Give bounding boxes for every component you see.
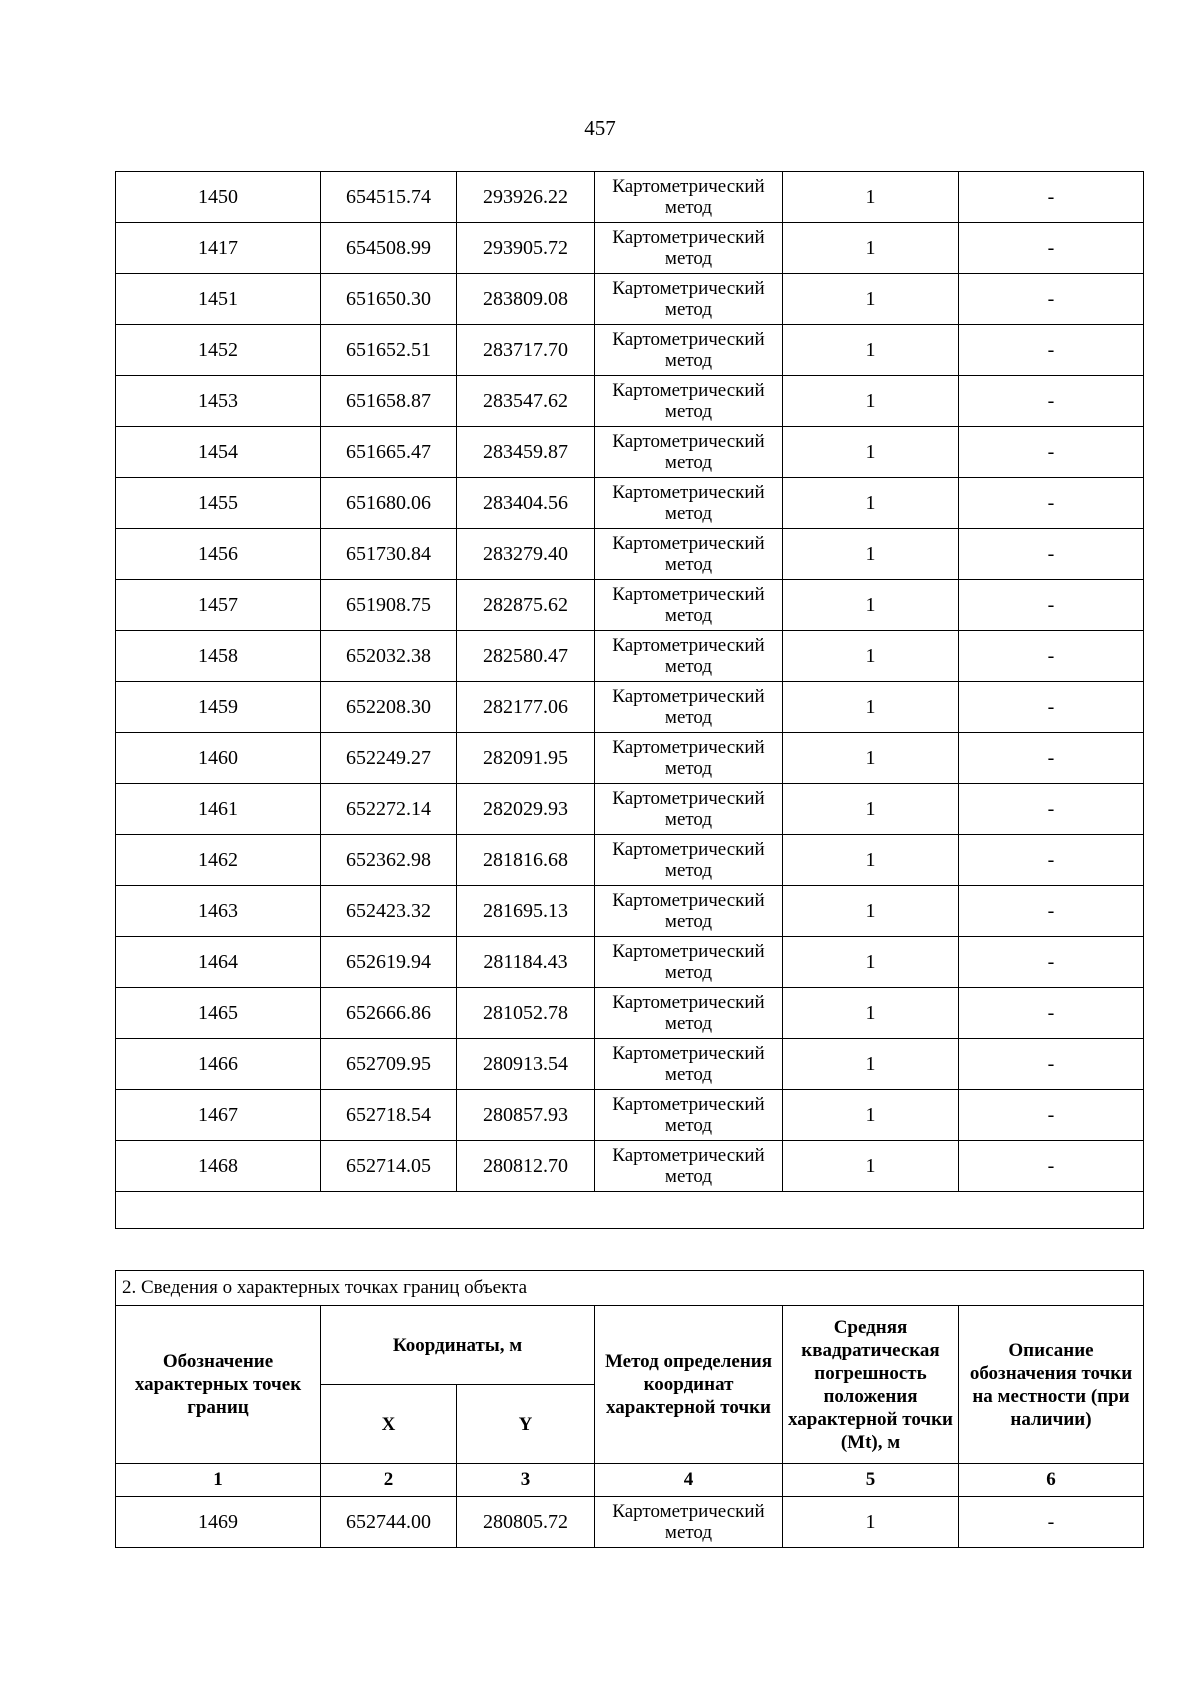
y-coordinate-cell: 282875.62 bbox=[457, 580, 595, 631]
method-cell: Картометрический метод bbox=[595, 886, 783, 937]
description-cell: - bbox=[959, 427, 1144, 478]
point-id-cell: 1463 bbox=[116, 886, 321, 937]
description-cell: - bbox=[959, 529, 1144, 580]
description-cell: - bbox=[959, 376, 1144, 427]
point-id-cell: 1459 bbox=[116, 682, 321, 733]
error-cell: 1 bbox=[783, 937, 959, 988]
error-cell: 1 bbox=[783, 1090, 959, 1141]
point-id-cell: 1464 bbox=[116, 937, 321, 988]
point-id-cell: 1417 bbox=[116, 223, 321, 274]
y-coordinate-cell: 281052.78 bbox=[457, 988, 595, 1039]
description-cell: - bbox=[959, 988, 1144, 1039]
table-row bbox=[116, 682, 1144, 733]
table-row bbox=[116, 376, 1144, 427]
method-cell: Картометрический метод bbox=[595, 733, 783, 784]
table-row bbox=[116, 325, 1144, 376]
table-row bbox=[116, 784, 1144, 835]
description-cell: - bbox=[959, 1039, 1144, 1090]
description-cell: - bbox=[959, 784, 1144, 835]
error-cell: 1 bbox=[783, 631, 959, 682]
column-number: 3 bbox=[457, 1464, 595, 1497]
coordinates-table-continued bbox=[115, 171, 1144, 1229]
description-cell: - bbox=[959, 733, 1144, 784]
table-row bbox=[116, 1497, 1144, 1548]
error-cell: 1 bbox=[783, 1141, 959, 1192]
table-row bbox=[116, 886, 1144, 937]
point-id-cell: 1457 bbox=[116, 580, 321, 631]
error-cell: 1 bbox=[783, 223, 959, 274]
table-row bbox=[116, 1039, 1144, 1090]
y-coordinate-cell: 281695.13 bbox=[457, 886, 595, 937]
x-coordinate-cell: 652619.94 bbox=[321, 937, 457, 988]
point-id-cell: 1453 bbox=[116, 376, 321, 427]
empty-row bbox=[116, 1192, 1144, 1229]
y-coordinate-cell: 283809.08 bbox=[457, 274, 595, 325]
table-row bbox=[116, 427, 1144, 478]
header-description: Описание обозначения точки на местности (при наличии) bbox=[959, 1306, 1144, 1464]
header-x: X bbox=[321, 1385, 457, 1464]
error-cell: 1 bbox=[783, 682, 959, 733]
point-id-cell: 1469 bbox=[116, 1497, 321, 1548]
method-cell: Картометрический метод bbox=[595, 172, 783, 223]
x-coordinate-cell: 651652.51 bbox=[321, 325, 457, 376]
error-cell: 1 bbox=[783, 1039, 959, 1090]
x-coordinate-cell: 652714.05 bbox=[321, 1141, 457, 1192]
error-cell: 1 bbox=[783, 325, 959, 376]
method-cell: Картометрический метод bbox=[595, 1141, 783, 1192]
table-row bbox=[116, 1090, 1144, 1141]
y-coordinate-cell: 281816.68 bbox=[457, 835, 595, 886]
description-cell: - bbox=[959, 886, 1144, 937]
header-error: Средняя квадратическая погрешность положения характерной точки (Mt), м bbox=[783, 1306, 959, 1464]
table-row bbox=[116, 478, 1144, 529]
error-cell: 1 bbox=[783, 427, 959, 478]
x-coordinate-cell: 651658.87 bbox=[321, 376, 457, 427]
y-coordinate-cell: 293905.72 bbox=[457, 223, 595, 274]
table-row bbox=[116, 988, 1144, 1039]
error-cell: 1 bbox=[783, 886, 959, 937]
x-coordinate-cell: 652208.30 bbox=[321, 682, 457, 733]
x-coordinate-cell: 651730.84 bbox=[321, 529, 457, 580]
table-row bbox=[116, 274, 1144, 325]
x-coordinate-cell: 652709.95 bbox=[321, 1039, 457, 1090]
header-y: Y bbox=[457, 1385, 595, 1464]
x-coordinate-cell: 651908.75 bbox=[321, 580, 457, 631]
y-coordinate-cell: 280857.93 bbox=[457, 1090, 595, 1141]
column-number: 4 bbox=[595, 1464, 783, 1497]
y-coordinate-cell: 282091.95 bbox=[457, 733, 595, 784]
table-row bbox=[116, 733, 1144, 784]
y-coordinate-cell: 293926.22 bbox=[457, 172, 595, 223]
y-coordinate-cell: 280913.54 bbox=[457, 1039, 595, 1090]
method-cell: Картометрический метод bbox=[595, 784, 783, 835]
method-cell: Картометрический метод bbox=[595, 478, 783, 529]
error-cell: 1 bbox=[783, 1497, 959, 1548]
error-cell: 1 bbox=[783, 529, 959, 580]
y-coordinate-cell: 283459.87 bbox=[457, 427, 595, 478]
error-cell: 1 bbox=[783, 274, 959, 325]
description-cell: - bbox=[959, 478, 1144, 529]
column-number: 5 bbox=[783, 1464, 959, 1497]
method-cell: Картометрический метод bbox=[595, 427, 783, 478]
error-cell: 1 bbox=[783, 988, 959, 1039]
column-number: 1 bbox=[116, 1464, 321, 1497]
description-cell: - bbox=[959, 1090, 1144, 1141]
point-id-cell: 1452 bbox=[116, 325, 321, 376]
x-coordinate-cell: 654508.99 bbox=[321, 223, 457, 274]
header-designation: Обозначение характерных точек границ bbox=[116, 1306, 321, 1464]
description-cell: - bbox=[959, 1141, 1144, 1192]
description-cell: - bbox=[959, 223, 1144, 274]
method-cell: Картометрический метод bbox=[595, 988, 783, 1039]
method-cell: Картометрический метод bbox=[595, 376, 783, 427]
method-cell: Картометрический метод bbox=[595, 325, 783, 376]
method-cell: Картометрический метод bbox=[595, 1090, 783, 1141]
description-cell: - bbox=[959, 172, 1144, 223]
point-id-cell: 1456 bbox=[116, 529, 321, 580]
error-cell: 1 bbox=[783, 835, 959, 886]
method-cell: Картометрический метод bbox=[595, 1039, 783, 1090]
description-cell: - bbox=[959, 631, 1144, 682]
method-cell: Картометрический метод bbox=[595, 682, 783, 733]
error-cell: 1 bbox=[783, 733, 959, 784]
x-coordinate-cell: 652249.27 bbox=[321, 733, 457, 784]
error-cell: 1 bbox=[783, 478, 959, 529]
y-coordinate-cell: 282029.93 bbox=[457, 784, 595, 835]
error-cell: 1 bbox=[783, 376, 959, 427]
x-coordinate-cell: 652718.54 bbox=[321, 1090, 457, 1141]
table-row bbox=[116, 835, 1144, 886]
column-number: 6 bbox=[959, 1464, 1144, 1497]
y-coordinate-cell: 283717.70 bbox=[457, 325, 595, 376]
table-row bbox=[116, 631, 1144, 682]
boundary-points-table bbox=[115, 1270, 1144, 1548]
description-cell: - bbox=[959, 274, 1144, 325]
point-id-cell: 1451 bbox=[116, 274, 321, 325]
error-cell: 1 bbox=[783, 580, 959, 631]
x-coordinate-cell: 652744.00 bbox=[321, 1497, 457, 1548]
description-cell: - bbox=[959, 1497, 1144, 1548]
x-coordinate-cell: 651680.06 bbox=[321, 478, 457, 529]
x-coordinate-cell: 652362.98 bbox=[321, 835, 457, 886]
point-id-cell: 1468 bbox=[116, 1141, 321, 1192]
x-coordinate-cell: 651650.30 bbox=[321, 274, 457, 325]
column-number: 2 bbox=[321, 1464, 457, 1497]
point-id-cell: 1465 bbox=[116, 988, 321, 1039]
error-cell: 1 bbox=[783, 784, 959, 835]
x-coordinate-cell: 651665.47 bbox=[321, 427, 457, 478]
page-number: 457 bbox=[584, 116, 616, 140]
point-id-cell: 1454 bbox=[116, 427, 321, 478]
x-coordinate-cell: 652032.38 bbox=[321, 631, 457, 682]
description-cell: - bbox=[959, 937, 1144, 988]
y-coordinate-cell: 281184.43 bbox=[457, 937, 595, 988]
method-cell: Картометрический метод bbox=[595, 1497, 783, 1548]
y-coordinate-cell: 283547.62 bbox=[457, 376, 595, 427]
method-cell: Картометрический метод bbox=[595, 937, 783, 988]
y-coordinate-cell: 283404.56 bbox=[457, 478, 595, 529]
method-cell: Картометрический метод bbox=[595, 274, 783, 325]
point-id-cell: 1450 bbox=[116, 172, 321, 223]
x-coordinate-cell: 654515.74 bbox=[321, 172, 457, 223]
method-cell: Картометрический метод bbox=[595, 580, 783, 631]
y-coordinate-cell: 282177.06 bbox=[457, 682, 595, 733]
empty-cell bbox=[116, 1192, 1144, 1229]
point-id-cell: 1466 bbox=[116, 1039, 321, 1090]
point-id-cell: 1467 bbox=[116, 1090, 321, 1141]
table-row bbox=[116, 223, 1144, 274]
point-id-cell: 1462 bbox=[116, 835, 321, 886]
method-cell: Картометрический метод bbox=[595, 835, 783, 886]
point-id-cell: 1461 bbox=[116, 784, 321, 835]
y-coordinate-cell: 282580.47 bbox=[457, 631, 595, 682]
table-row bbox=[116, 1141, 1144, 1192]
table-caption: 2. Сведения о характерных точках границ объекта bbox=[116, 1271, 1144, 1306]
table-row bbox=[116, 580, 1144, 631]
method-cell: Картометрический метод bbox=[595, 631, 783, 682]
header-method: Метод определения координат характерной точки bbox=[595, 1306, 783, 1464]
y-coordinate-cell: 283279.40 bbox=[457, 529, 595, 580]
point-id-cell: 1455 bbox=[116, 478, 321, 529]
description-cell: - bbox=[959, 835, 1144, 886]
point-id-cell: 1458 bbox=[116, 631, 321, 682]
table-row bbox=[116, 172, 1144, 223]
x-coordinate-cell: 652272.14 bbox=[321, 784, 457, 835]
x-coordinate-cell: 652423.32 bbox=[321, 886, 457, 937]
header-coordinates: Координаты, м bbox=[321, 1306, 595, 1385]
y-coordinate-cell: 280805.72 bbox=[457, 1497, 595, 1548]
table-row bbox=[116, 529, 1144, 580]
description-cell: - bbox=[959, 580, 1144, 631]
point-id-cell: 1460 bbox=[116, 733, 321, 784]
description-cell: - bbox=[959, 325, 1144, 376]
method-cell: Картометрический метод bbox=[595, 529, 783, 580]
y-coordinate-cell: 280812.70 bbox=[457, 1141, 595, 1192]
error-cell: 1 bbox=[783, 172, 959, 223]
table-row bbox=[116, 937, 1144, 988]
method-cell: Картометрический метод bbox=[595, 223, 783, 274]
description-cell: - bbox=[959, 682, 1144, 733]
x-coordinate-cell: 652666.86 bbox=[321, 988, 457, 1039]
